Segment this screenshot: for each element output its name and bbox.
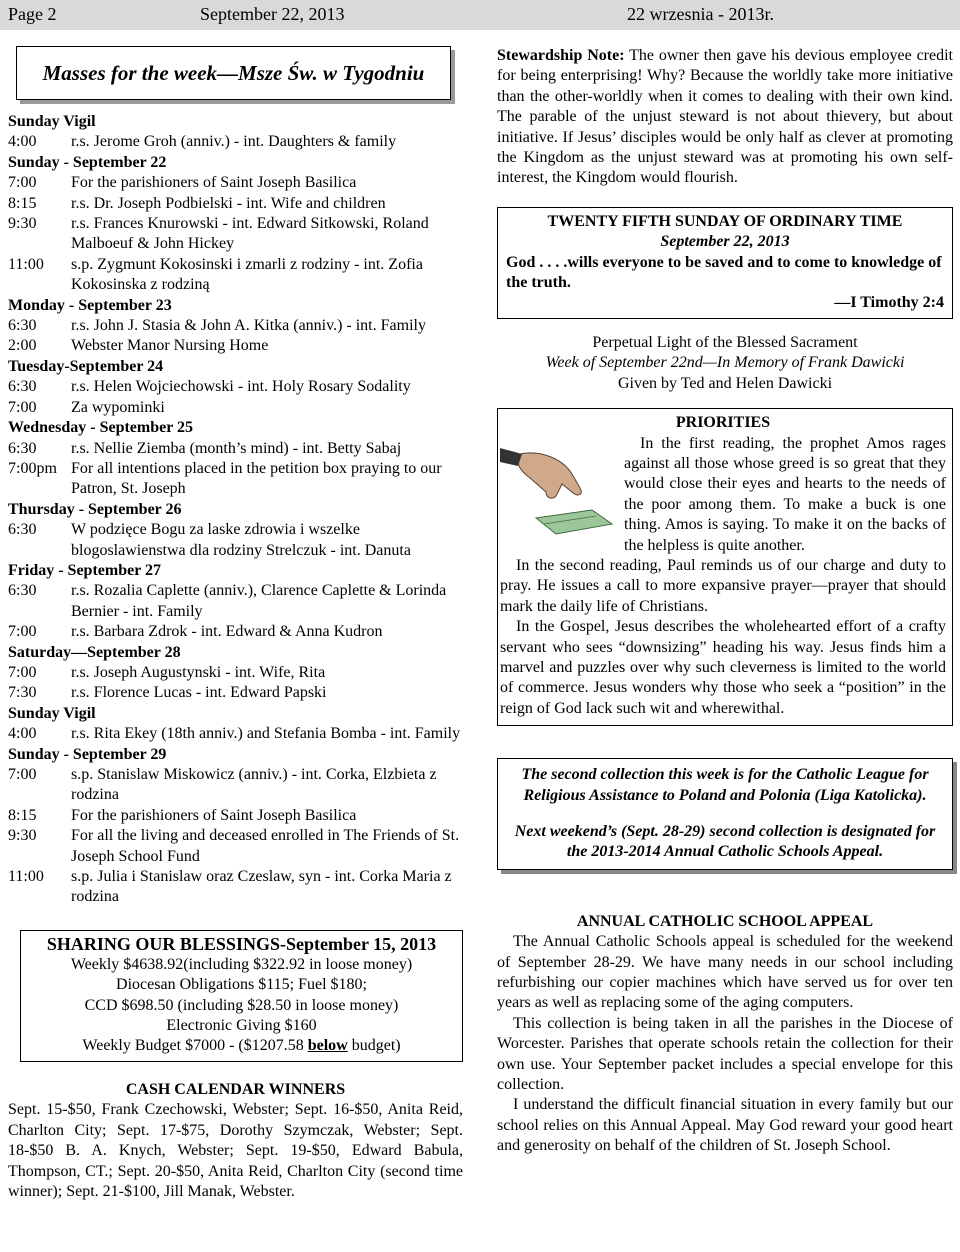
mass-entry <box>8 622 463 642</box>
perpetual-title: Perpetual Light of the Blessed Sacrament <box>592 333 858 351</box>
mass-day-heading: Tuesday-September 24 <box>8 357 164 375</box>
page-number: Page 2 <box>8 4 57 24</box>
stewardship-text: The owner then gave his devious employee credit for being enterprising! Why? Because the worldly take more initiative than the other-worldly when it comes to dealing with their own kind. The parable of the unjust steward is not about thievery, but about initiative. If Jesus’ disciples would be only half as clever at promoting the Kingdom as the unjust steward was at promoting his own self-interest, the Kingdom would flourish. <box>497 47 953 187</box>
mass-entry <box>8 255 463 296</box>
sharing-budget <box>25 1036 458 1056</box>
mass-time: 9:30 <box>8 215 37 233</box>
mass-day-heading: Friday - September 27 <box>8 561 162 579</box>
mass-entry <box>8 132 463 152</box>
mass-intention: For the parishioners of Saint Joseph Basilica <box>71 174 357 192</box>
sharing-blessings-box <box>20 930 463 1062</box>
left-column <box>8 46 463 1202</box>
cash-winners: Sept. 15-$50, Frank Czechowski, Webster; Sept. 16-$50, Anita Reid, Charlton City; Sept. 17-$75, Dorothy Szymczak, Webster; Sept. 18-$50 B. A. Knych, Webster; Sept. 19-$50, Edward Babula, Thompson, CT.; Sept. 20-$50, Anita Reid, Charlton City (second time winner); Sept. 21-$100, Jill Manak, Webster. <box>8 1101 463 1200</box>
mass-intention: r.s. Helen Wojciechowski - int. Holy Rosary Sodality <box>71 378 411 396</box>
mass-time: 11:00 <box>8 868 44 886</box>
mass-entry <box>8 683 463 703</box>
mass-intention: r.s. Joseph Augustynski - int. Wife, Rita <box>71 663 326 681</box>
cash-title: CASH CALENDAR WINNERS <box>125 1080 346 1098</box>
mass-intention: W podzięce Bogu za laske zdrowia i wszelke blogoslawienstwa dla rodziny Strelczuk - int. Danuta <box>71 521 411 559</box>
mass-time: 4:00 <box>8 725 37 743</box>
mass-intention: r.s. John J. Stasia & John A. Kitka (anniv.) - int. Family <box>71 317 426 335</box>
mass-intention: For all intentions placed in the petition box praying to our Patron, St. Joseph <box>71 459 442 498</box>
school-appeal <box>497 912 953 1157</box>
mass-intention: s.p. Julia i Stanislaw oraz Czeslaw, syn - int. Corka Maria z rodzina <box>71 868 452 906</box>
mass-time: 6:30 <box>8 378 37 396</box>
mass-entry <box>8 765 463 806</box>
mass-entry <box>8 520 463 561</box>
mass-intention: s.p. Stanislaw Miskowicz (anniv.) - int. Corka, Elzbieta z rodzina <box>71 766 437 804</box>
mass-time: 6:30 <box>8 521 37 539</box>
appeal-p3: I understand the difficult financial situation in every family but our school relies on this Annual Appeal. May God reward your good heart and generosity on behalf of the children of St. Joseph School. <box>497 1096 953 1155</box>
mass-intention: r.s. Rozalia Caplette (anniv.), Clarence Caplette & Lorinda Bernier - int. Family <box>71 582 447 620</box>
sunday-box <box>497 207 953 319</box>
mass-entry <box>8 316 463 336</box>
mass-intention: Webster Manor Nursing Home <box>71 337 269 355</box>
mass-time: 6:30 <box>8 582 37 600</box>
priorities-p1: In the first reading, the prophet Amos rages against all those whose greed is so great that they would close their eyes and hearts to the needs of the poor among them. To make a buck is one thing. Amos is saying. To make it on the backs of the helpless is quite another. <box>624 434 946 554</box>
mass-intention: r.s. Rita Ekey (18th anniv.) and Stefania Bomba - int. Family <box>71 725 461 743</box>
mass-time: 7:00 <box>8 174 37 192</box>
mass-intention: Za wypominki <box>71 398 165 416</box>
sharing-weekly: Weekly $4638.92(including $322.92 in loose money) <box>70 955 413 973</box>
appeal-p2: This collection is being taken in all the parishes in the Diocese of Worcester. Parishes that operate schools retain the collection for their own use. Your September packet includes a special envelope for this collection. <box>497 1014 953 1094</box>
mass-time: 7:00 <box>8 663 37 681</box>
page-header <box>0 0 960 30</box>
stewardship-note <box>497 46 953 189</box>
header-date-english: September 22, 2013 <box>200 4 345 24</box>
mass-intention: For the parishioners of Saint Joseph Basilica <box>71 806 357 824</box>
appeal-title: ANNUAL CATHOLIC SCHOOL APPEAL <box>576 912 874 930</box>
sunday-quote: God . . . .wills everyone to be saved and to come to knowledge of the truth. <box>506 253 942 292</box>
mass-day-heading: Sunday Vigil <box>8 704 96 722</box>
mass-intention: r.s. Frances Knurowski - int. Edward Sitkowski, Roland Malboeuf & John Hickey <box>71 215 429 253</box>
mass-time: 7:30 <box>8 684 37 702</box>
mass-intention: r.s. Jerome Groh (anniv.) - int. Daughters & family <box>71 133 397 151</box>
mass-entry <box>8 398 463 418</box>
mass-time: 8:15 <box>8 806 37 824</box>
perpetual-memory: Week of September 22nd—In Memory of Frank Dawicki <box>545 354 905 372</box>
mass-intention: s.p. Zygmunt Kokosinski i zmarli z rodziny - int. Zofia Kokosinska z rodziną <box>71 255 423 294</box>
budget-text: Weekly Budget $7000 - ($1207.58 <box>82 1037 308 1055</box>
stewardship-label: Stewardship Note: <box>497 47 625 64</box>
mass-entry <box>8 439 463 459</box>
sunday-title: TWENTY FIFTH SUNDAY OF ORDINARY TIME <box>547 212 903 230</box>
mass-day-heading: Sunday Vigil <box>8 113 96 130</box>
mass-day-heading: Sunday - September 29 <box>8 745 167 763</box>
mass-intention: For all the living and deceased enrolled in The Friends of St. Joseph School Fund <box>71 827 460 865</box>
mass-time: 6:30 <box>8 317 37 335</box>
priorities-p2: In the second reading, Paul reminds us of our charge and duty to pray. He issues a call to more expansive prayer—prayer that should mark the daily life of Christians. <box>500 556 946 615</box>
priorities-title: PRIORITIES <box>675 414 771 432</box>
priorities-p3: In the Gospel, Jesus describes the wholehearted effort of a crafty servant who sees “downsizing” heading his way. Jesus finds him a marvel and puzzles over why such cleverness is limited to the world of commerce. Jesus wonders why those who seek a “position” in the reign of God lack such wit and wherewithal. <box>500 618 946 717</box>
appeal-p1: The Annual Catholic Schools appeal is scheduled for the weekend of September 28-29. We have many needs in our school including refurbishing our copier machines which have served us for over ten years as well as replacing some of the aging computers. <box>497 933 953 1012</box>
sharing-title: SHARING OUR BLESSINGS-September 15, 2013 <box>46 933 437 954</box>
mass-intention: r.s. Barbara Zdrok - int. Edward & Anna Kudron <box>71 623 383 641</box>
masses-schedule <box>8 112 463 908</box>
mass-time: 7:00 <box>8 623 37 641</box>
mass-day-heading: Thursday - September 26 <box>8 500 182 518</box>
mass-entry <box>8 194 463 214</box>
budget-below: below <box>307 1037 348 1055</box>
mass-entry <box>8 173 463 193</box>
mass-entry <box>8 214 463 255</box>
sharing-electronic: Electronic Giving $160 <box>166 1017 317 1035</box>
mass-time: 9:30 <box>8 827 37 845</box>
sunday-ref: —I Timothy 2:4 <box>834 294 944 312</box>
sunday-date: September 22, 2013 <box>660 233 790 251</box>
mass-entry <box>8 377 463 397</box>
masses-title: Masses for the week—Msze Św. w Tygodniu <box>16 46 451 100</box>
mass-time: 4:00 <box>8 133 37 151</box>
mass-time: 2:00 <box>8 337 37 355</box>
cash-calendar <box>8 1080 463 1202</box>
mass-entry <box>8 867 463 908</box>
mass-intention: r.s. Nellie Ziemba (month’s mind) - int. Betty Sabaj <box>71 439 402 457</box>
mass-entry <box>8 336 463 356</box>
mass-entry <box>8 663 463 683</box>
collection-next: Next weekend’s (Sept. 28-29) second collection is designated for the 2013-2014 Annual Catholic Schools Appeal. <box>514 823 936 861</box>
second-collection-box <box>497 758 953 870</box>
mass-time: 7:00 <box>8 766 37 783</box>
perpetual-donor: Given by Ted and Helen Dawicki <box>617 374 833 392</box>
mass-intention: r.s. Dr. Joseph Podbielski - int. Wife and children <box>71 194 386 212</box>
mass-day-heading: Sunday - September 22 <box>8 153 167 171</box>
header-date-polish: 22 wrzesnia - 2013r. <box>627 4 774 24</box>
mass-entry <box>8 826 463 867</box>
sharing-ccd: CCD $698.50 (including $28.50 in loose money) <box>84 996 399 1014</box>
mass-time: 11:00 <box>8 255 44 273</box>
mass-day-heading: Saturday—September 28 <box>8 643 181 661</box>
mass-time: 7:00 <box>8 398 37 416</box>
mass-day-heading: Wednesday - September 25 <box>8 419 194 437</box>
mass-entry <box>8 724 463 744</box>
mass-intention: r.s. Florence Lucas - int. Edward Papski <box>71 684 327 702</box>
mass-entry <box>8 806 463 826</box>
right-column <box>497 46 953 1157</box>
hand-money-image <box>500 444 618 544</box>
mass-entry <box>8 459 463 500</box>
budget-suffix: budget) <box>347 1037 401 1055</box>
mass-time: 6:30 <box>8 439 37 457</box>
collection-current: The second collection this week is for the Catholic League for Religious Assistance to Poland and Polonia (Liga Katolicka). <box>521 766 929 804</box>
mass-entry <box>8 581 463 622</box>
mass-time: 8:15 <box>8 194 37 212</box>
mass-time: 7:00pm <box>8 459 57 477</box>
priorities-box <box>497 408 953 726</box>
sharing-diocesan: Diocesan Obligations $115; Fuel $180; <box>116 976 367 994</box>
perpetual-light <box>497 333 953 394</box>
mass-day-heading: Monday - September 23 <box>8 296 172 314</box>
